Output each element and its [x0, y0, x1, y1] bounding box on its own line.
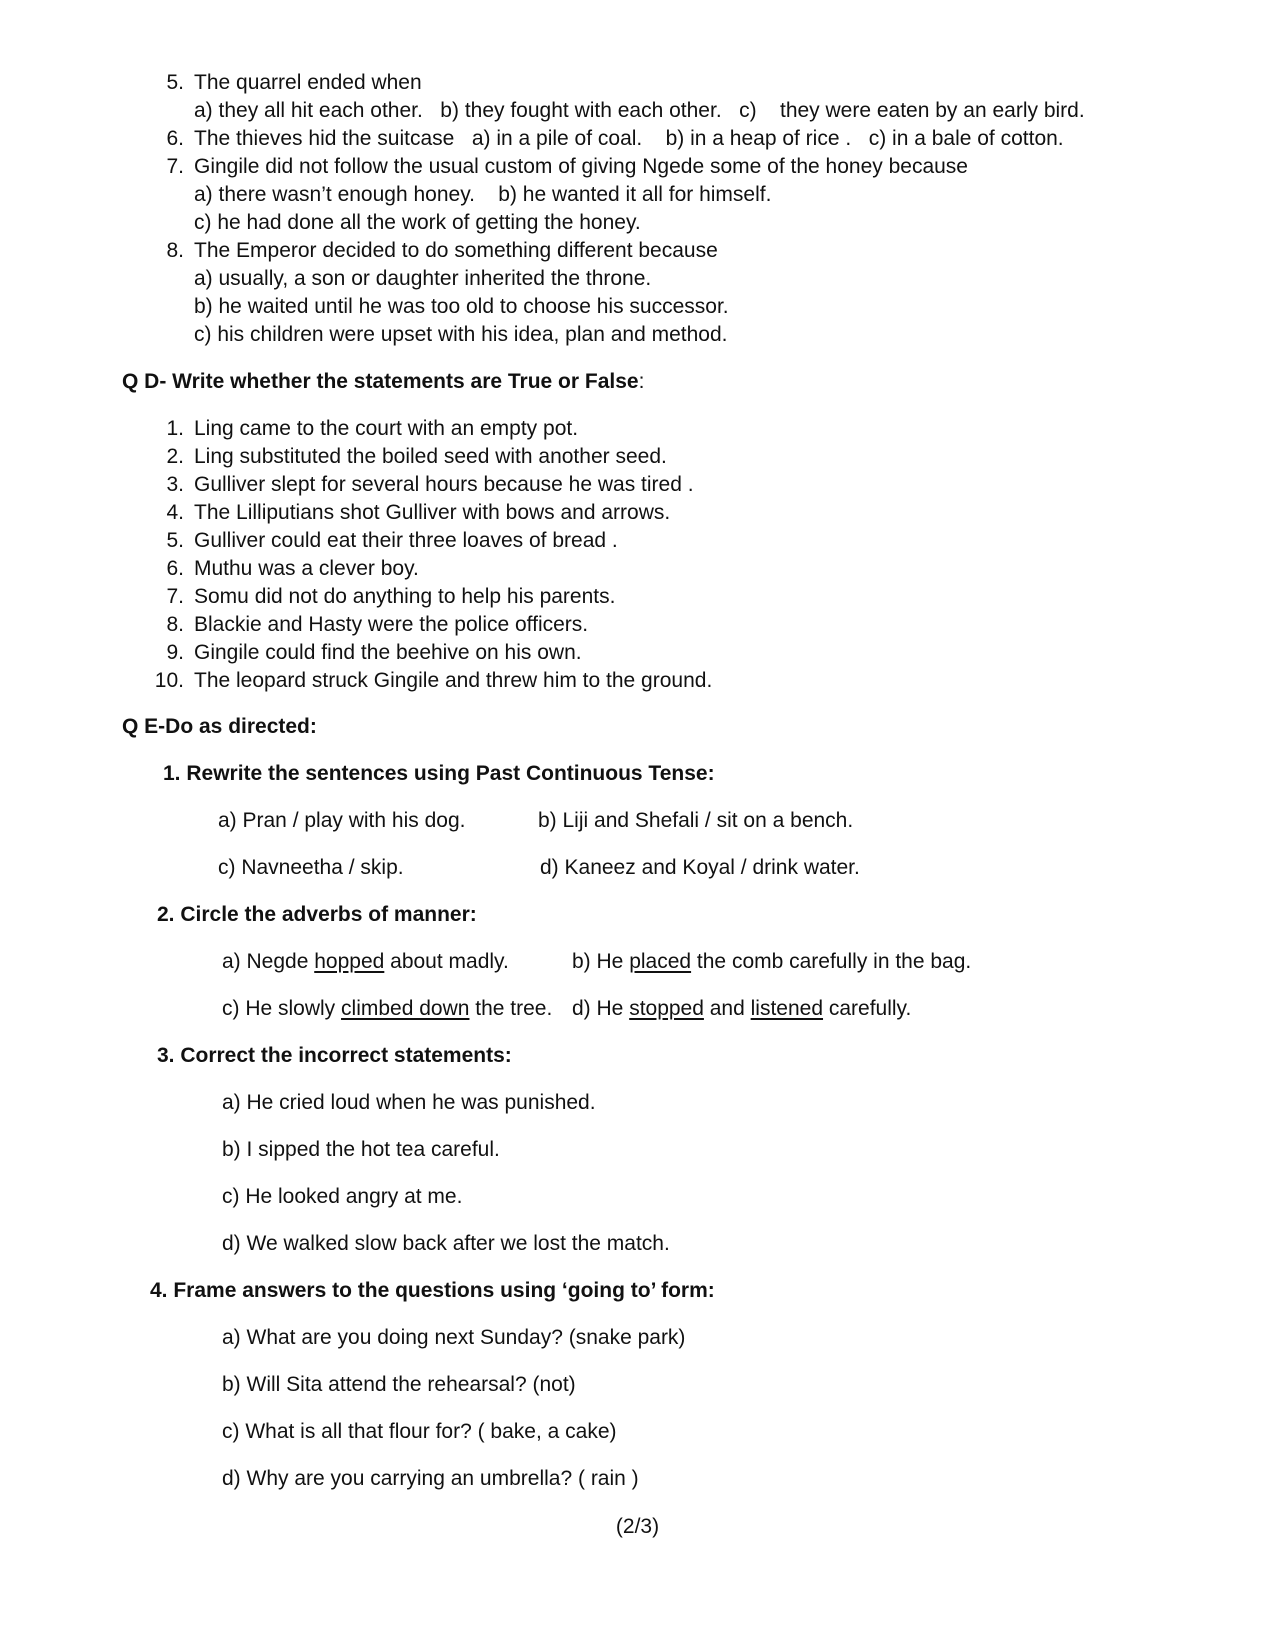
qe-section-4-heading: 4. Frame answers to the questions using ‘going to’ form: — [150, 1279, 715, 1302]
qe-s1-item-a: a) Pran / play with his dog. — [218, 809, 466, 832]
qe-s2-item-d: d) He stopped and listened carefully. — [572, 997, 912, 1020]
underlined-verb: stopped — [629, 997, 704, 1020]
qe-s2-item-c: c) He slowly climbed down the tree. — [222, 997, 553, 1020]
qc-item-6: 6. The thieves hid the suitcase a) in a pile of coal. b) in a heap of rice . c) in a bale of cotton. — [166, 127, 1064, 150]
qe-section-1-heading: 1. Rewrite the sentences using Past Continuous Tense: — [163, 762, 715, 785]
qe-s2-item-b: b) He placed the comb carefully in the bag. — [572, 950, 972, 973]
qe-s4-item: c) What is all that flour for? ( bake, a cake) — [222, 1420, 617, 1443]
qe-s4-item: a) What are you doing next Sunday? (snake park) — [222, 1326, 686, 1349]
underlined-verb: hopped — [314, 950, 385, 973]
qc-item-7: 7. Gingile did not follow the usual custom of giving Ngede some of the honey because — [166, 155, 968, 178]
qd-item: 4. The Lilliputians shot Gulliver with bows and arrows. — [166, 501, 671, 524]
page-number: (2/3) — [615, 1515, 660, 1538]
qc-item-8-option-b: b) he waited until he was too old to choose his successor. — [194, 295, 729, 318]
qc-item-8: 8. The Emperor decided to do something different because — [166, 239, 718, 262]
qc-item-7-option-c: c) he had done all the work of getting the honey. — [194, 211, 641, 234]
qd-item: 3. Gulliver slept for several hours because he was tired . — [166, 473, 694, 496]
qe-section-3-heading: 3. Correct the incorrect statements: — [157, 1044, 512, 1067]
qc-item-8-option-a: a) usually, a son or daughter inherited the throne. — [194, 267, 652, 290]
qe-heading: Q E-Do as directed: — [122, 715, 317, 738]
qd-item: 2. Ling substituted the boiled seed with another seed. — [166, 445, 667, 468]
qd-heading: Q D- Write whether the statements are True or False: — [122, 370, 645, 393]
qe-s3-item: d) We walked slow back after we lost the match. — [222, 1232, 670, 1255]
qc-item-7-options-ab: a) there wasn’t enough honey. b) he wanted it all for himself. — [194, 183, 772, 206]
qc-item-8-option-c: c) his children were upset with his idea, plan and method. — [194, 323, 728, 346]
qd-item: 7. Somu did not do anything to help his parents. — [166, 585, 616, 608]
qe-s1-item-c: c) Navneetha / skip. — [218, 856, 404, 879]
qe-section-2-heading: 2. Circle the adverbs of manner: — [157, 903, 477, 926]
underlined-verb: listened — [750, 997, 824, 1020]
underlined-verb: climbed down — [341, 997, 470, 1020]
qe-s3-item: b) I sipped the hot tea careful. — [222, 1138, 500, 1161]
qd-item: 9. Gingile could find the beehive on his own. — [166, 641, 582, 664]
qd-item: 1. Ling came to the court with an empty pot. — [166, 417, 579, 440]
qe-s3-item: a) He cried loud when he was punished. — [222, 1091, 596, 1114]
qd-item: 6. Muthu was a clever boy. — [166, 557, 419, 580]
qc-item-5: 5. The quarrel ended when — [166, 71, 422, 94]
qc-item-5-options: a) they all hit each other. b) they fought with each other. c) they were eaten by an early bird. — [194, 99, 1085, 122]
qd-item: 5. Gulliver could eat their three loaves of bread . — [166, 529, 618, 552]
qe-s4-item: d) Why are you carrying an umbrella? ( rain ) — [222, 1467, 639, 1490]
qe-s1-item-b: b) Liji and Shefali / sit on a bench. — [538, 809, 854, 832]
qe-s2-item-a: a) Negde hopped about madly. — [222, 950, 509, 973]
qe-s1-item-d: d) Kaneez and Koyal / drink water. — [540, 856, 860, 879]
qe-s3-item: c) He looked angry at me. — [222, 1185, 463, 1208]
qd-item: 8. Blackie and Hasty were the police officers. — [166, 613, 589, 636]
underlined-verb: placed — [629, 950, 692, 973]
qe-s4-item: b) Will Sita attend the rehearsal? (not) — [222, 1373, 576, 1396]
qd-item: 10. The leopard struck Gingile and threw him to the ground. — [154, 669, 713, 692]
